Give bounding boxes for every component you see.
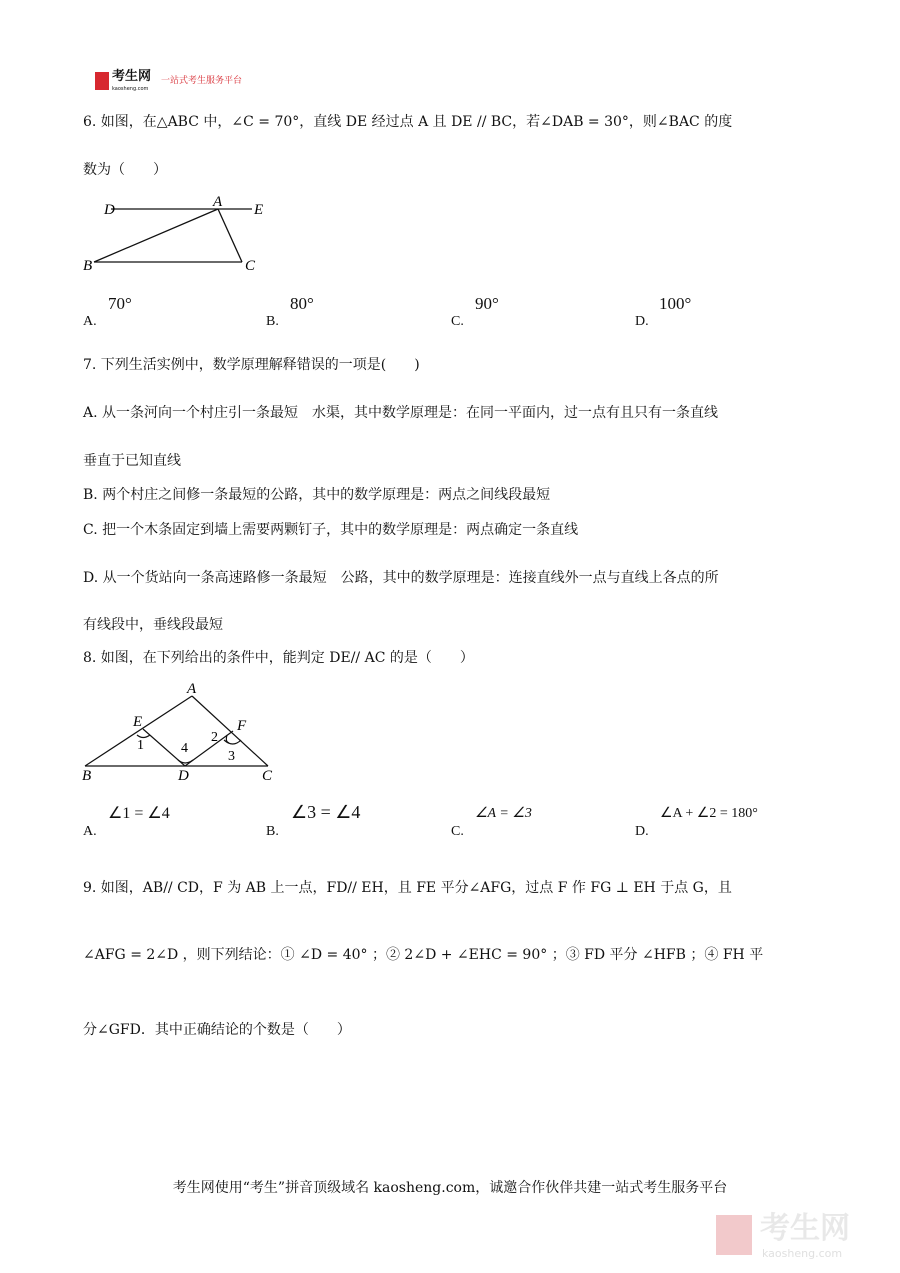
watermark-sub: kaosheng.com bbox=[762, 1247, 843, 1260]
q8-stem: 8. 如图，在下列给出的条件中，能判定 DE// AC 的是（ ） bbox=[83, 650, 474, 666]
watermark-logo bbox=[716, 1213, 891, 1263]
q8-option-a-letter[interactable]: A. bbox=[83, 824, 97, 839]
q8-angle-4: 4 bbox=[181, 741, 188, 756]
q7-option-a-line2: 垂直于已知直线 bbox=[83, 453, 181, 469]
q6-stem-line1: 6. 如图，在△ABC 中，∠C = 70°，直线 DE 经过点 A 且 DE // BC，若∠DAB = 30°，则∠BAC 的度 bbox=[83, 114, 733, 130]
watermark-text: 考生网 bbox=[760, 1211, 850, 1246]
q6-stem-line2: 数为（ ） bbox=[83, 162, 167, 178]
footer-text: 考生网使用“考生”拼音顶级域名 kaosheng.com，诚邀合作伙伴共建一站式考生服务平台 bbox=[172, 1180, 728, 1196]
q8-angle-3: 3 bbox=[228, 749, 235, 764]
q8-label-A: A bbox=[187, 681, 197, 697]
q7-option-d-line1[interactable]: D. 从一个货站向一条高速路修一条最短 公路，其中的数学原理是：连接直线外一点与直线上各点的所 bbox=[83, 570, 719, 586]
q8-option-b-letter[interactable]: B. bbox=[266, 824, 279, 839]
q9-stem-line3: 分∠GFD．其中正确结论的个数是（ ） bbox=[83, 1022, 351, 1038]
q8-label-E: E bbox=[133, 714, 143, 730]
q6-option-b-value[interactable]: 80° bbox=[290, 294, 314, 313]
q8-label-B: B bbox=[82, 768, 92, 784]
q6-option-c-value[interactable]: 90° bbox=[475, 294, 499, 313]
q8-option-d-value[interactable]: ∠A + ∠2 = 180° bbox=[660, 806, 758, 821]
q6-label-C: C bbox=[245, 258, 256, 274]
q8-label-D: D bbox=[178, 768, 189, 784]
q7-option-a-line1[interactable]: A. 从一条河向一个村庄引一条最短 水渠，其中数学原理是：在同一平面内，过一点有且只有一条直线 bbox=[83, 405, 719, 421]
q6-option-a-letter[interactable]: A. bbox=[83, 314, 97, 329]
q8-angle-1: 1 bbox=[137, 738, 144, 753]
q8-angle-2: 2 bbox=[211, 730, 218, 745]
logo-text: 考生网 bbox=[112, 69, 152, 84]
logo-sub: kaosheng.com bbox=[112, 86, 149, 92]
q8-label-F: F bbox=[237, 718, 247, 734]
q8-option-d-letter[interactable]: D. bbox=[635, 824, 649, 839]
q6-option-a-value[interactable]: 70° bbox=[108, 294, 132, 313]
q8-option-c-value[interactable]: ∠A = ∠3 bbox=[475, 806, 532, 821]
watermark-mark-icon bbox=[716, 1215, 752, 1255]
q8-option-b-value[interactable]: ∠3 = ∠4 bbox=[291, 802, 361, 822]
q6-label-B: B bbox=[83, 258, 93, 274]
q6-label-A: A bbox=[213, 194, 223, 210]
q8-option-c-letter[interactable]: C. bbox=[451, 824, 464, 839]
q7-option-b[interactable]: B. 两个村庄之间修一条最短的公路，其中的数学原理是：两点之间线段最短 bbox=[83, 487, 551, 503]
q7-option-d-line2: 有线段中，垂线段最短 bbox=[83, 617, 223, 633]
q8-label-C: C bbox=[262, 768, 273, 784]
header-slogan: 一站式考生服务平台 bbox=[161, 76, 243, 86]
q6-triangle bbox=[94, 209, 252, 262]
q6-option-d-letter[interactable]: D. bbox=[635, 314, 649, 329]
q6-option-b-letter[interactable]: B. bbox=[266, 314, 279, 329]
q9-stem-line2: ∠AFG = 2∠D ，则下列结论：① ∠D = 40° ；② 2∠D + ∠EHC = 90° ；③ FD 平分 ∠HFB ；④ FH 平 bbox=[83, 947, 764, 963]
q6-option-d-value[interactable]: 100° bbox=[659, 294, 692, 313]
q6-option-c-letter[interactable]: C. bbox=[451, 314, 464, 329]
q6-label-D: D bbox=[104, 202, 115, 218]
q6-label-E: E bbox=[254, 202, 264, 218]
q7-stem: 7. 下列生活实例中，数学原理解释错误的一项是( ) bbox=[83, 357, 420, 373]
q9-stem-line1: 9. 如图，AB// CD，F 为 AB 上一点，FD// EH，且 FE 平分∠AFG，过点 F 作 FG ⊥ EH 于点 G，且 bbox=[83, 880, 732, 896]
q8-option-a-value[interactable]: ∠1 = ∠4 bbox=[108, 805, 170, 822]
q7-option-c[interactable]: C. 把一个木条固定到墙上需要两颗钉子，其中的数学原理是：两点确定一条直线 bbox=[83, 522, 579, 538]
